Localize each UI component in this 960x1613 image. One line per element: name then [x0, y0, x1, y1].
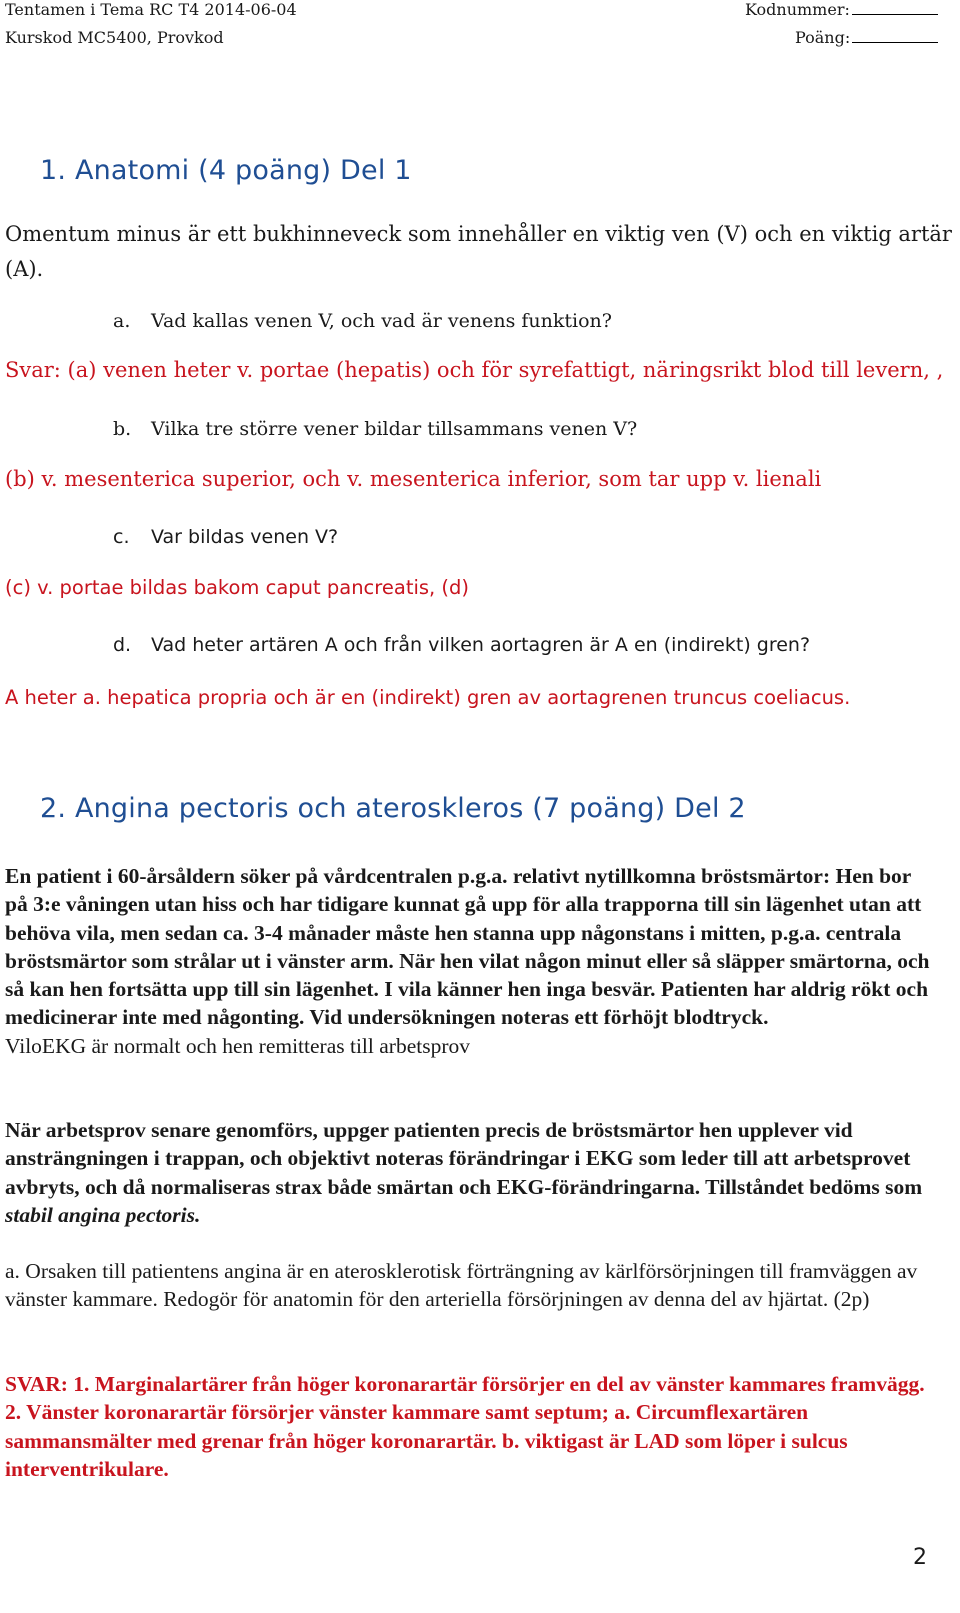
- header-course-code: Kurskod MC5400, Provkod: [5, 28, 224, 47]
- poang-blank: [852, 29, 938, 43]
- question-c-marker: c.: [113, 526, 130, 548]
- question-d-marker: d.: [113, 634, 132, 656]
- followup-description: [5, 1116, 935, 1229]
- section1-title: 1. Anatomi (4 poäng) Del 1: [40, 155, 412, 186]
- case-last-line: ViloEKG är normalt och hen remitteras till arbetsprov: [5, 1033, 471, 1058]
- followup-diagnosis: stabil angina pectoris.: [5, 1202, 201, 1227]
- page-number: 2: [913, 1545, 927, 1570]
- header-poang: [795, 28, 938, 47]
- poang-label: Poäng:: [795, 28, 851, 47]
- question-a-marker: a.: [113, 310, 131, 332]
- question-c: Var bildas venen V?: [151, 526, 339, 548]
- question-b-marker: b.: [113, 418, 132, 440]
- answer-b: (b) v. mesenterica superior, och v. mesenterica inferior, som tar upp v. lienali: [5, 467, 822, 491]
- question-a: Vad kallas venen V, och vad är venens funktion?: [151, 310, 612, 332]
- answer-2a: SVAR: 1. Marginalartärer från höger koronarartär försörjer en del av vänster kammares framvägg. 2. Vänster koronarartär försörjer vänster kammare samt septum; a. Circumflexartären sammansmälter med grenar från höger koronarartär. b. viktigast är LAD som löper i sulcus interventrikulare.: [5, 1372, 925, 1481]
- question-b: Vilka tre större vener bildar tillsammans venen V?: [151, 418, 638, 440]
- header-kodnummer: [745, 0, 938, 19]
- section2-title: 2. Angina pectoris och ateroskleros (7 poäng) Del 2: [40, 793, 746, 824]
- kodnummer-blank: [852, 1, 938, 15]
- question-2a: a. Orsaken till patientens angina är en aterosklerotisk förträngning av kärlförsörjningen till framväggen av vänster kammare. Redogör för anatomin för den arteriella försörjningen av denna del av hjärtat. (2p): [5, 1259, 918, 1312]
- question-d: Vad heter artären A och från vilken aortagren är A en (indirekt) gren?: [151, 634, 811, 656]
- case-text: En patient i 60-årsåldern söker på vårdcentralen p.g.a. relativt nytillkomna bröstsmärtor: Hen bor på 3:e våningen utan hiss och har tidigare kunnat gå upp för alla trapporna till sin lägenhet utan att behöva vila, men sedan ca. 3-4 månader måste hen stanna upp någonstans i mitten, p.g.a. centrala bröstsmärtor som strålar ut i vänster arm. När hen vilat någon minut eller så släpper smärtorna, och så kan hen fortsätta upp till sin lägenhet. I vila känner hen inga besvär. Patienten har aldrig rökt och medicinerar inte med någonting. Vid undersökningen noteras ett förhöjt blodtryck.: [5, 864, 930, 1030]
- answer-a: Svar: (a) venen heter v. portae (hepatis) och för syrefattigt, näringsrikt blod till levern, ,: [5, 358, 944, 382]
- section1-intro-line2: (A).: [5, 257, 44, 281]
- section1-intro-line1: Omentum minus är ett bukhinneveck som innehåller en viktig ven (V) och en viktig artär: [5, 222, 952, 246]
- kodnummer-label: Kodnummer:: [745, 0, 850, 19]
- answer-c: (c) v. portae bildas bakom caput pancreatis, (d): [5, 576, 470, 599]
- case-description: [5, 862, 935, 1060]
- followup-text: När arbetsprov senare genomförs, uppger patienten precis de bröstsmärtor hen upplever vid ansträngningen i trappan, och objektivt noteras förändringar i EKG som leder till att arbetsprovet avbryts, och då normaliseras strax både smärtan och EKG-förändringarna. Tillståndet bedöms som: [5, 1118, 923, 1199]
- header-exam-title: Tentamen i Tema RC T4 2014-06-04: [5, 0, 297, 19]
- answer-d: A heter a. hepatica propria och är en (indirekt) gren av aortagrenen truncus coeliacus.: [5, 686, 851, 709]
